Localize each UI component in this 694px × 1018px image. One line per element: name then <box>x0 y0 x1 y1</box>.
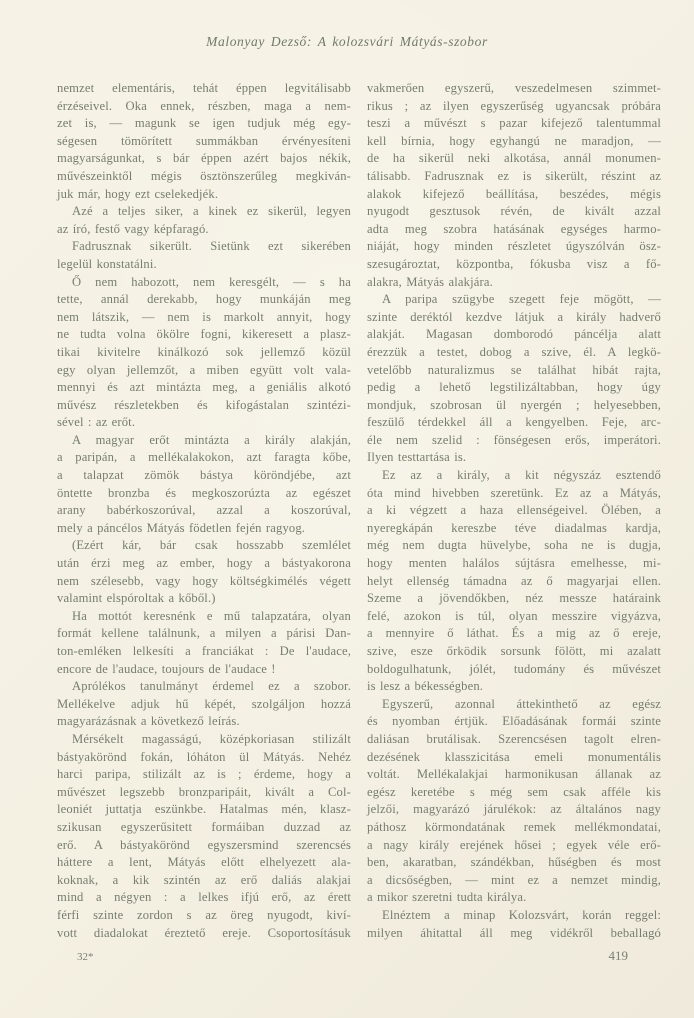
text-line: művész részletekben és kifogástalan szintézi- <box>57 397 351 412</box>
text-line: nyugodt gesztusok révén, de kivált azzal <box>367 204 661 219</box>
text-line: legelül konstatálni. <box>57 256 157 271</box>
text-line: feszülő térdekkel áll a kengyelben. Feje, arc- <box>367 415 661 430</box>
text-line: után érzi meg az ember, hogy a bástyakorona <box>57 556 351 571</box>
text-line: rikus ; az ilyen egyszerűség ugyancsak próbára <box>367 98 661 113</box>
text-line: teszi a művészt s pazar kifejező talentummal <box>367 116 661 131</box>
text-line: A magyar erőt mintázta a király alakján, <box>72 432 351 447</box>
text-line: Mérsékelt magasságú, középkoriasan stilizált <box>72 731 351 746</box>
text-line: magyarságunkat, s bár éppen azért bajos nékik, <box>57 151 351 166</box>
text-line: óta mind hivebben szeretünk. Ez az a Mátyás, <box>367 485 661 500</box>
text-line: a talapzat zömök bástya köröndjébe, azt <box>57 468 351 483</box>
text-line: a mikor szeretni tudta királya. <box>367 890 527 905</box>
text-line: szive, esze őrködik sorsunk fölött, mi azalatt <box>367 644 661 658</box>
text-line: a dicsőségben, — mint ez a nemzet mindig, <box>367 872 661 887</box>
text-line: a mennyire ő láthat. És a mig az ő ereje, <box>367 626 661 641</box>
text-line: nem látszik, — nem is markolt annyit, hogy <box>57 309 351 324</box>
text-line: tálisabb. Fadrusznak ez is sikerült, részint az <box>367 168 661 183</box>
text-line: encore de l'audace, toujours de l'audace ! <box>57 661 276 676</box>
text-line: Ez az a király, a kit négyszáz esztendő <box>382 468 661 483</box>
text-line: mennyi és azt mintázta meg, a geniális alkotó <box>57 380 351 395</box>
text-line: vakmerően egyszerű, veszedelmesen szimmet- <box>367 81 661 95</box>
text-line: mondjuk, szobrosan ül nyergén ; helyesebben, <box>367 397 661 412</box>
text-line: alakok kifejező beállítása, beszédes, mégis <box>367 186 661 201</box>
text-line: de ha sikerül neki alkotása, annál monumen- <box>367 151 661 166</box>
text-line: nemzet elementáris, tehát éppen legvitálisabb <box>57 81 351 95</box>
text-line: Elnéztem a minap Kolozsvárt, korán reggel: <box>382 907 661 922</box>
text-line: öntette bronzba és megkoszorúzta az egészet <box>57 485 351 500</box>
text-line: alakját. Magasan domborodó páncélja alatt <box>367 327 661 342</box>
text-line: erő. A bástyakörönd egyszersmind szerencsés <box>57 837 351 852</box>
text-line: a nagy király erejének hősei ; egyek véle erő- <box>367 837 661 852</box>
text-line: vott diadalokat éreztető ereje. Csoportosításuk <box>57 925 351 940</box>
text-line: érezzük a testet, dobog a szive, él. A legkö- <box>367 344 661 359</box>
text-line: művészeinktől mégis ösztönszerűleg megkiván- <box>57 168 351 183</box>
text-line: Azé a teljes siker, a kinek ez sikerül, legyen <box>72 204 351 219</box>
text-line: boldogulhatunk, jólét, tudomány és művészet <box>367 661 661 676</box>
text-line: jelzői, magyarázó járulékok: az általános nagy <box>367 802 661 817</box>
text-line: is lesz a békességben. <box>367 679 484 694</box>
text-line: nyeregkápán kereszbe téve diadalmas kardja, <box>367 520 661 535</box>
text-line: páthosz körmondatának remek mellékmondatai, <box>367 819 661 834</box>
text-line: Fadrusznak sikerült. Sietünk ezt sikerében <box>72 239 351 254</box>
text-line: valamint elspóroltak a kőből.) <box>57 591 216 606</box>
text-line: még nem dugta hüvelybe, soha ne is dugja, <box>367 538 661 553</box>
text-line: adta meg szobra hatásának egységes harmo- <box>367 221 661 236</box>
text-line: Egyszerű, azonnal áttekinthető az egész <box>382 696 661 711</box>
text-line: ton-emléken lelkesíti a franciákat : De l'audace, <box>57 644 351 658</box>
text-line: ne tudta volna ökölre fogni, kikeresett a plasz- <box>57 327 351 342</box>
text-line: Szeme a jövendőkben, néz messze határaink <box>367 591 661 606</box>
text-line: harci paripa, stilizált az is ; érdeme, hogy a <box>57 767 351 782</box>
text-line: vetelőbb naturalizmus se találhat hibát rajta, <box>367 362 661 377</box>
text-line: és nyomban értjük. Előadásának formái szinte <box>367 714 661 729</box>
text-line: művészet legszebb bronzparipáit, kivált a Col- <box>57 784 351 799</box>
page-number: 419 <box>608 948 628 963</box>
text-line: pedig a lehető legstilizáltabban, hogy úgy <box>367 380 661 395</box>
text-line: tette, annál derekabb, hogy munkáján meg <box>57 292 351 307</box>
text-line: helyt ellenség támadna az ő magyarjai ellen. <box>367 573 661 588</box>
text-line: szinte deréktól kezdve látjuk a király hadverő <box>367 309 661 324</box>
text-line: a ki végzett a haza ellenségeivel. Ölében, a <box>367 503 661 518</box>
text-line: niáját, hogy minden részletet úgyszólván ösz- <box>367 239 661 254</box>
text-line: (Ezért kár, bár csak hosszabb szemlélet <box>72 538 351 553</box>
text-line: az író, festő vagy képfaragó. <box>57 221 209 236</box>
text-line: a paripán, a mellékalakokon, azt faragta kőbe, <box>57 450 351 465</box>
text-line: egy olyan jellemzőt, a miben együtt volt vala- <box>57 362 351 377</box>
text-line: formát kellene találnunk, a milyen a párisi Dan- <box>57 626 351 641</box>
page-footer <box>57 948 661 964</box>
text-line: juk már, hogy ezt cselekedjék. <box>57 186 219 201</box>
text-line: Mellékelve adjuk hű képét, szolgáljon hozzá <box>57 696 351 711</box>
text-line: nem szélesebb, vagy hogy költségkimélés végett <box>57 573 351 588</box>
text-line: felé, azokon is túl, olyan messzire vigyázva, <box>367 608 661 623</box>
text-line: Aprólékos tanulmányt érdemel ez a szobor. <box>72 679 351 694</box>
text-line: sével : az erőt. <box>57 415 136 430</box>
text-line: koknak, a kik szintén az erő daliás alakjai <box>57 872 351 887</box>
text-line: érzéseivel. Oka ennek, részben, maga a nem- <box>57 98 351 113</box>
text-line: éle nem szelid : fönségesen erős, imperátori. <box>367 432 661 447</box>
text-line: Ha mottót keresnénk e mű talapzatára, olyan <box>72 608 351 623</box>
text-columns <box>57 80 661 942</box>
text-line: férfi szinte zordon s az öreg nyugodt, kiví- <box>57 907 351 922</box>
text-line: bástyakörönd fokán, lóháton ül Mátyás. Nehéz <box>57 749 351 764</box>
text-line: ségesen tömörített summákban érvényesíteni <box>57 133 351 148</box>
text-line: daliásan brutálisak. Szerencsésen tagolt elren- <box>367 731 661 746</box>
text-line: egész keretébe s még sem csak afféle kis <box>367 784 661 799</box>
text-line: A paripa szügybe szegett feje mögött, — <box>382 292 661 307</box>
column-right <box>367 80 661 942</box>
text-line: milyen áhitattal áll meg vidékről beballagó <box>367 925 661 940</box>
column-left <box>57 80 351 942</box>
text-line: arany babérkoszorúval, azzal a koszorúval, <box>57 503 351 518</box>
text-line: szesugároztat, központba, fókusba visz a fő- <box>367 256 661 271</box>
text-line: hogy menten halálos sújtásra emelhesse, mi- <box>367 556 661 571</box>
text-line: mind a négyen : a lelkes ifjú erő, az érett <box>57 890 351 905</box>
text-line: Ő nem habozott, nem keresgélt, — s ha <box>72 274 351 289</box>
text-line: Ilyen testtartása is. <box>367 450 467 465</box>
text-line: kell bírnia, hogy egyhangú ne maradjon, — <box>367 133 661 148</box>
text-line: ben, akaratban, szándékban, hűségben és most <box>367 855 661 870</box>
text-line: szikusan egyszerűsitett formáiban duzzad az <box>57 819 351 834</box>
text-line: zet is, — magunk se igen tudjuk még egy- <box>57 116 351 131</box>
text-line: alakra, Mátyás alakjára. <box>367 274 493 289</box>
text-line: tikai kivitelre kinálkozó sok jellemző közül <box>57 344 351 359</box>
text-line: mely a páncélos Mátyás födetlen fején ragyog. <box>57 520 306 535</box>
text-line: dezésének klasszicitása emeli monumentális <box>367 749 661 764</box>
running-head: Malonyay Dezső: A kolozsvári Mátyás-szobor <box>206 34 488 49</box>
text-line: háttere a lent, Mátyás előtt elhelyezett ala- <box>57 855 351 870</box>
signature-mark: 32* <box>77 951 94 963</box>
text-line: magyarázásnak a következő leírás. <box>57 714 240 729</box>
text-line: leoniét juttatja eszünkbe. Hatalmas mén, klasz- <box>57 802 351 817</box>
text-line: voltát. Mellékalakjai harmonikusan állanak az <box>367 767 661 782</box>
